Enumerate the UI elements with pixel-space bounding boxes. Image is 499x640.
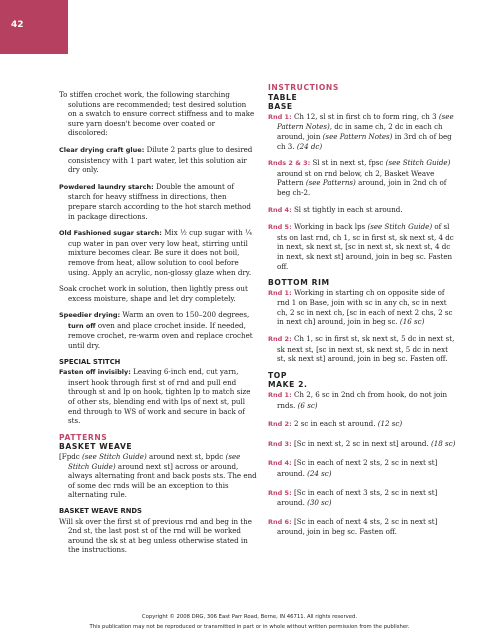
round-label: Rnd 2: bbox=[268, 335, 292, 344]
basket-weave-rnds-heading: BASKET WEAVE RNDS bbox=[59, 506, 142, 515]
round-italic-note: (6 sc) bbox=[297, 400, 318, 410]
round-italic-note: (16 sc) bbox=[399, 317, 425, 327]
round-text: Sl st in next st, fpsc bbox=[312, 158, 386, 168]
round-instruction bbox=[268, 334, 456, 364]
round-label: Rnd 5: bbox=[268, 223, 292, 232]
round-italic-note: (24 sc) bbox=[307, 469, 332, 478]
round-instruction bbox=[268, 205, 456, 216]
round-italic-note: (see Stitch Guide) bbox=[385, 158, 451, 168]
round-instruction bbox=[268, 390, 456, 410]
round-text: Ch 2, 6 sc in 2nd ch from hook, do not join rnds. bbox=[277, 390, 448, 410]
round-label: Rnd 1: bbox=[268, 288, 292, 297]
round-italic-note: (18 sc) bbox=[430, 438, 456, 448]
make-heading: MAKE 2. bbox=[268, 380, 308, 390]
round-italic-note: (24 dc) bbox=[296, 141, 323, 151]
round-text: Ch 1, sc in first st, sk next st, 5 dc in next st, sk next st, [sc in next st, sk next st, 5 dc in next st, sk next st] around, join in beg sc. Fasten off. bbox=[277, 334, 455, 364]
bw-italic: (see Stitch Guide) bbox=[82, 452, 147, 461]
table-heading: TABLE bbox=[268, 92, 298, 102]
speedier-bold: turn off bbox=[68, 321, 96, 330]
fasten-off bbox=[59, 367, 257, 426]
round-italic-note: (12 sc) bbox=[377, 419, 403, 429]
fasten-name: Fasten off invisibly: bbox=[59, 368, 131, 377]
right-column bbox=[268, 83, 456, 537]
round-text: [Sc in each of next 2 sts, 2 sc in next st] around. bbox=[277, 458, 438, 478]
starch-powdered bbox=[59, 182, 257, 221]
round-instruction bbox=[268, 458, 456, 478]
round-instruction bbox=[268, 222, 456, 271]
bw-italic: (see Stitch Guide) bbox=[68, 452, 241, 471]
round-italic-note: (see Pattern Notes) bbox=[322, 131, 393, 141]
round-text: around, join in 2nd ch of beg ch-2. bbox=[277, 178, 447, 197]
round-instruction bbox=[268, 288, 456, 327]
round-text: [Sc in next st, 2 sc in next st] around. bbox=[293, 438, 431, 448]
round-instruction bbox=[268, 158, 456, 197]
top-rounds bbox=[268, 390, 456, 537]
round-text: Working in back lps bbox=[293, 222, 368, 232]
copyright-line: Copyright © 2008 DRG, 306 East Parr Road, Berne, IN 46711. All rights reserved. bbox=[141, 614, 358, 620]
instructions-heading: INSTRUCTIONS bbox=[268, 83, 339, 92]
soak-paragraph: Soak crochet work in solution, then lightly press out excess moisture, shape and let dry completely. bbox=[59, 284, 248, 303]
speedier-text-1: Warm an oven to 150–200 degrees, bbox=[122, 310, 250, 320]
round-text: 2 sc in each st around. bbox=[293, 419, 378, 429]
round-label: Rnd 4: bbox=[268, 459, 292, 468]
bottom-rim-heading: BOTTOM RIM bbox=[268, 278, 330, 288]
left-column bbox=[59, 90, 257, 555]
round-italic-note: (see Stitch Guide) bbox=[367, 222, 433, 232]
bw-text: [Fpdc bbox=[59, 452, 80, 461]
bw-text: around next st, bpdc bbox=[148, 452, 224, 461]
round-label: Rnd 1: bbox=[268, 112, 292, 121]
round-label: Rnd 4: bbox=[268, 205, 292, 214]
intro-paragraph: To stiffen crochet work, the following starching solutions are recommended; test desired solution on a swatch to ensure correct stiffness and to make sure yarn doesn't become over coated or discolored: bbox=[59, 90, 255, 138]
patterns-heading: PATTERNS bbox=[59, 432, 108, 442]
round-instruction bbox=[268, 112, 456, 151]
starch-name: Clear drying craft glue: bbox=[59, 145, 145, 154]
starch-sugar bbox=[59, 228, 257, 277]
starch-text: Mix ½ cup sugar with ¼ cup water in pan over very low heat, stirring until mixture becomes clear. Be sure it does not boil, remove from heat, allow solution to cool before using. Apply an acrylic, non-glossy glaze when dry. bbox=[68, 228, 252, 277]
base-rounds bbox=[268, 112, 456, 271]
bw-text: around next st] across or around, always alternating front and back posts sts. The end of some dec rnds will be an exception to this alternating rule. bbox=[68, 461, 257, 500]
base-heading: BASE bbox=[268, 102, 293, 112]
speedier-name: Speedier drying: bbox=[59, 311, 121, 320]
round-label: Rnd 6: bbox=[268, 517, 292, 526]
bottom-rim-rounds bbox=[268, 288, 456, 364]
round-text: of sl sts on last rnd, ch 1, sc in first st, sk next st, 4 dc in next, sk next st, [sc in next st, sk next st, 4 dc in next, sk next st] around, join in beg sc. Fasten off. bbox=[277, 222, 454, 271]
round-label: Rnds 2 & 3: bbox=[268, 159, 311, 168]
starch-text: Dilute 2 parts glue to desired consistency with 1 part water, let this solution air dry only. bbox=[68, 144, 253, 175]
speedier-drying bbox=[59, 310, 257, 350]
round-text: around st on rnd below, ch 2, Basket Weave Pattern bbox=[277, 168, 435, 188]
round-label: Rnd 1: bbox=[268, 391, 292, 400]
starch-glue bbox=[59, 145, 257, 175]
round-instruction bbox=[268, 439, 456, 450]
basket-weave-rnds-text: Will sk over the first st of previous rnd and beg in the 2nd st, the last post st of the rnd will be worked around the sk st at beg unless otherwise stated in the instructions. bbox=[59, 516, 252, 555]
starch-text: Double the amount of starch for heavy stiffness in directions, then prepare starch according to the hot starch method in package directions. bbox=[68, 181, 251, 221]
page-number: 42 bbox=[11, 20, 24, 30]
speedier-text-2: oven and place crochet inside. If needed, remove crochet, re-warm oven and replace crochet until dry. bbox=[68, 320, 253, 351]
page-number-tab bbox=[0, 0, 68, 54]
basket-weave-heading: BASKET WEAVE bbox=[59, 442, 133, 452]
round-instruction bbox=[268, 488, 456, 508]
round-label: Rnd 3: bbox=[268, 439, 292, 448]
round-text: Working in starting ch on opposite side of rnd 1 on Base, join with sc in any ch, sc in next ch, 2 sc in next ch, [sc in each of next 2 chs, 2 sc in next ch] around, join in beg sc. bbox=[277, 287, 453, 327]
starch-name: Powdered laundry starch: bbox=[59, 182, 154, 191]
round-text: Ch 12, sl st in first ch to form ring, ch 3 bbox=[293, 111, 439, 121]
round-text: dc in same ch, 2 dc in each ch around, join bbox=[277, 122, 443, 141]
publication-notice: This publication may not be reproduced or transmitted in part or in whole without written permission from the publisher. bbox=[89, 624, 410, 630]
round-label: Rnd 2: bbox=[268, 420, 292, 429]
starch-name: Old Fashioned sugar starch: bbox=[59, 229, 162, 238]
round-label: Rnd 5: bbox=[268, 488, 292, 497]
round-instruction bbox=[268, 419, 456, 430]
top-heading: TOP bbox=[268, 370, 288, 380]
special-stitch-heading: SPECIAL STITCH bbox=[59, 357, 121, 366]
round-italic-note: (30 sc) bbox=[307, 498, 332, 508]
round-italic-note: (see Pattern Notes), bbox=[277, 111, 454, 132]
basket-weave-text bbox=[59, 452, 257, 500]
round-instruction bbox=[268, 517, 456, 537]
fasten-text: Leaving 6-inch end, cut yarn, insert hook through first st of rnd and pull end through st and lp on hook, tighten lp to match size of other sts, blending end with lps of next st, pull end through to WS of work and secure in back of sts. bbox=[68, 367, 251, 426]
round-italic-note: (see Patterns) bbox=[305, 178, 356, 188]
round-text: Sl st tightly in each st around. bbox=[293, 204, 403, 214]
round-text: [Sc in each of next 4 sts, 2 sc in next st] around, join in beg sc. Fasten off. bbox=[277, 516, 438, 537]
round-text: in 3rd ch of beg ch 3. bbox=[277, 131, 452, 151]
round-text: [Sc in each of next 3 sts, 2 sc in next st] around. bbox=[277, 487, 438, 508]
